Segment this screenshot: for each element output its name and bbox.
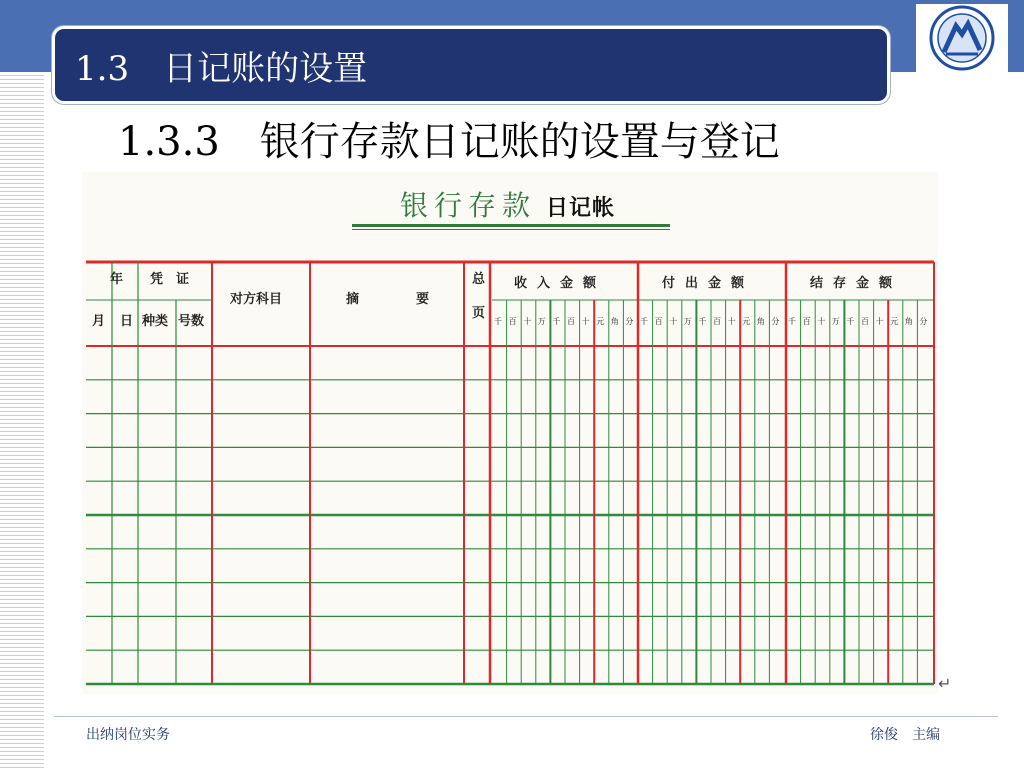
- header-ledger-page-top: 总: [472, 272, 486, 287]
- digit-unit-label: 百: [567, 317, 575, 326]
- digit-unit-label: 十: [727, 317, 736, 326]
- digit-unit-label: 分: [771, 317, 780, 326]
- header-balance-amount: 结存金额: [810, 276, 903, 291]
- footer-editor: 徐俊 主编: [870, 727, 940, 743]
- header-voucher-no: 号数: [178, 314, 205, 329]
- header-summary-left: 摘: [346, 292, 360, 307]
- digit-unit-label: 万: [683, 317, 692, 326]
- digit-unit-label: 十: [669, 317, 678, 326]
- digit-unit-label: 百: [861, 317, 869, 326]
- digit-unit-label: 分: [919, 317, 928, 326]
- left-stripe-decoration: [0, 72, 44, 768]
- header-month: 月: [92, 314, 106, 329]
- digit-unit-label: 分: [625, 317, 634, 326]
- slide-title: 1.3 日记账的设置: [75, 49, 368, 89]
- header-income-amount: 收入金额: [514, 276, 607, 291]
- digit-unit-label: 角: [610, 317, 619, 326]
- digit-unit-label: 千: [640, 317, 648, 326]
- ledger-grid: [82, 172, 938, 694]
- bank-deposit-journal-form: [82, 172, 938, 694]
- digit-unit-label: 角: [756, 317, 765, 326]
- header-summary-right: 要: [416, 292, 430, 307]
- digit-unit-label: 元: [596, 317, 605, 326]
- digit-unit-label: 百: [654, 317, 663, 326]
- digit-unit-label: 元: [742, 317, 751, 326]
- footer-divider: [54, 716, 998, 717]
- header-counter-account: 对方科目: [230, 292, 283, 307]
- digit-unit-label: 千: [698, 317, 707, 326]
- header-year: 年: [110, 272, 124, 287]
- digit-unit-label: 千: [494, 317, 502, 326]
- header-ledger-page-bottom: 页: [472, 306, 486, 321]
- digit-unit-label: 十: [875, 317, 884, 326]
- digit-unit-label: 百: [508, 317, 517, 326]
- header-day: 日: [120, 314, 134, 329]
- digit-unit-label: 万: [537, 317, 546, 326]
- header-voucher-type: 种类: [142, 314, 169, 329]
- digit-unit-label: 角: [904, 317, 913, 326]
- digit-unit-label: 元: [890, 317, 899, 326]
- digit-unit-label: 十: [523, 317, 532, 326]
- digit-unit-label: 百: [713, 317, 721, 326]
- footer-course-name: 出纳岗位实务: [86, 727, 170, 743]
- digit-unit-label: 百: [802, 317, 811, 326]
- digit-unit-label: 万: [831, 317, 840, 326]
- ledger-title-suffix: 日记帐: [546, 196, 616, 221]
- digit-unit-label: 千: [788, 317, 796, 326]
- digit-unit-label: 千: [552, 317, 561, 326]
- digit-unit-label: 十: [817, 317, 826, 326]
- slide-subtitle: 1.3.3 银行存款日记账的设置与登记: [118, 119, 780, 165]
- return-arrow-icon: ↵: [938, 674, 952, 693]
- slide-title-box: [52, 26, 890, 104]
- digit-unit-label: 十: [581, 317, 590, 326]
- header-expense-amount: 付出金额: [662, 276, 755, 291]
- header-voucher: 凭 证: [150, 272, 190, 287]
- ledger-title-main: 银行存款: [400, 189, 537, 222]
- university-logo-icon: [916, 4, 1008, 72]
- digit-unit-label: 千: [846, 317, 855, 326]
